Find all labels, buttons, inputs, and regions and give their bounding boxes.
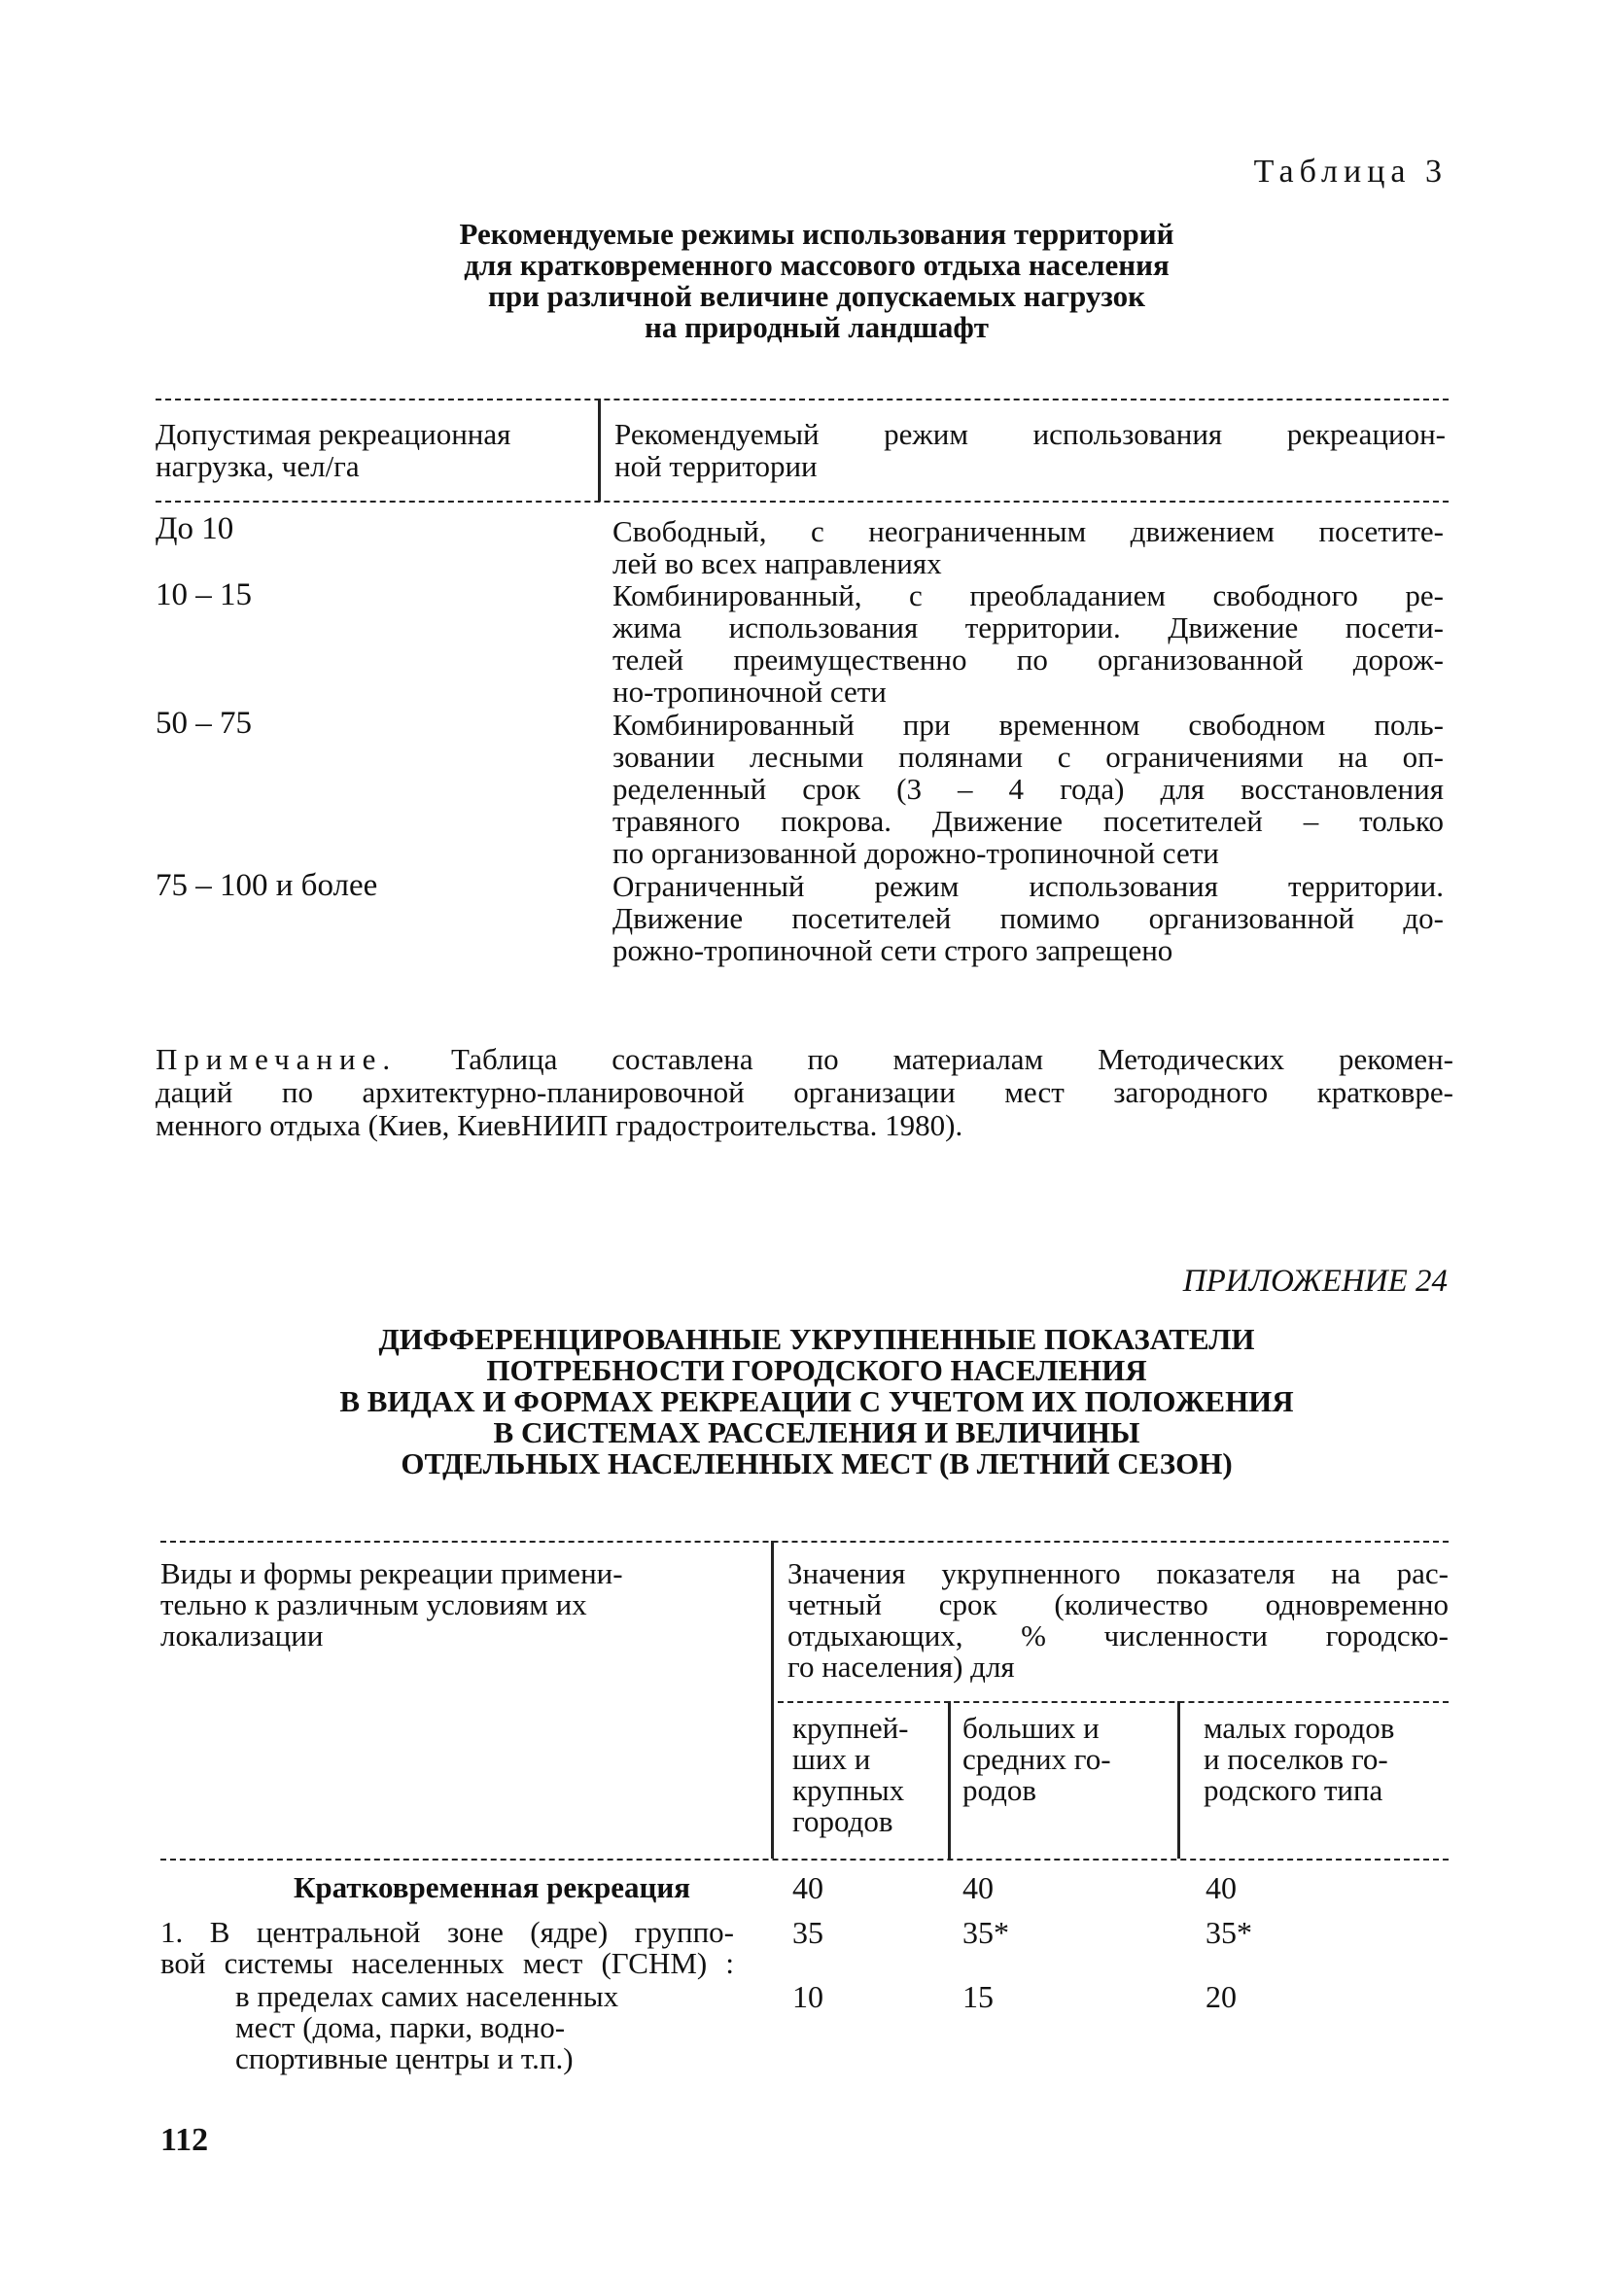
- header-line: локализации: [160, 1618, 324, 1652]
- appendix-rule-top: [160, 1541, 1449, 1543]
- header-line: крупных: [792, 1773, 905, 1807]
- header-line: Рекомендуемый режим использования рекреацион-: [614, 417, 1446, 451]
- value-cell: 20: [1206, 1979, 1237, 2014]
- table-cell-regime: [612, 709, 1444, 869]
- regime-line: лей во всех направлениях: [612, 546, 942, 580]
- regime-line: Комбинированный, с преобладанием свободного ре-: [612, 578, 1444, 612]
- row-label-line: мест (дома, парки, водно-: [235, 2010, 566, 2044]
- appendix-title-line: ДИФФЕРЕНЦИРОВАННЫЕ УКРУПНЕННЫЕ ПОКАЗАТЕЛИ: [378, 1322, 1255, 1356]
- table-label: Таблица 3: [1253, 154, 1448, 190]
- table-cell-load: До 10: [156, 511, 234, 546]
- table-note: [156, 1043, 1453, 1142]
- appendix-rule-header: [160, 1859, 1449, 1861]
- header-line: го населения) для: [787, 1650, 1015, 1684]
- regime-line: Движение посетителей помимо организованной до-: [612, 901, 1444, 935]
- header-line: отдыхающих, % численности городско-: [787, 1618, 1449, 1652]
- appendix-title-line: В СИСТЕМАХ РАССЕЛЕНИЯ И ВЕЛИЧИНЫ: [493, 1415, 1140, 1449]
- table-title-line: Рекомендуемые режимы использования территорий: [459, 217, 1174, 251]
- table-cell-regime: [612, 870, 1444, 966]
- appendix-title: [224, 1324, 1410, 1479]
- appendix-title-line: ПОТРЕБНОСТИ ГОРОДСКОГО НАСЕЛЕНИЯ: [486, 1353, 1147, 1387]
- appendix-label: ПРИЛОЖЕНИЕ 24: [1182, 1264, 1448, 1299]
- note-text: Таблица составлена по материалам Методических рекомен-: [451, 1042, 1453, 1076]
- header-line: Значения укрупненного показателя на рас-: [787, 1556, 1449, 1590]
- table-cell-load: 10 – 15: [156, 577, 252, 612]
- appendix-header-values: [787, 1558, 1449, 1683]
- row-label: [160, 1917, 734, 1979]
- regime-line: Ограниченный режим использования территории.: [612, 869, 1444, 903]
- table-cell-load: 75 – 100 и более: [156, 868, 378, 903]
- header-line: родского типа: [1204, 1773, 1383, 1807]
- header-line: крупней-: [792, 1711, 909, 1745]
- header-line: нагрузка, чел/га: [156, 449, 360, 483]
- appendix-title-line: В ВИДАХ И ФОРМАХ РЕКРЕАЦИИ С УЧЕТОМ ИХ ПОЛОЖЕНИЯ: [339, 1384, 1294, 1418]
- regime-line: но-тропиночной сети: [612, 675, 887, 709]
- row-label-line: в пределах самих населенных: [235, 1979, 619, 2013]
- table-cell-load: 50 – 75: [156, 706, 252, 741]
- header-line: средних го-: [962, 1742, 1111, 1776]
- appendix-rule-group: [778, 1701, 1449, 1703]
- regime-line: Свободный, с неограниченным движением посетите-: [612, 514, 1444, 548]
- value-cell: 35*: [962, 1915, 1009, 1950]
- header-line: и поселков го-: [1204, 1742, 1388, 1776]
- table-title: [292, 219, 1342, 343]
- appendix-column-divider: [771, 1541, 774, 1859]
- note-line: менного отдыха (Киев, КиевНИИП градостроительства. 1980).: [156, 1108, 963, 1142]
- value-cell: 40: [962, 1870, 994, 1905]
- subheader-largest-cities: [792, 1713, 909, 1837]
- row-label-line: вой системы населенных мест (ГСНМ) :: [160, 1946, 734, 1980]
- header-line: малых городов: [1204, 1711, 1395, 1745]
- table-title-line: при различной величине допускаемых нагрузок: [487, 279, 1146, 313]
- value-cell: 35: [792, 1915, 823, 1950]
- subheader-small-towns: [1204, 1713, 1394, 1806]
- regime-line: ределенный срок (3 – 4 года) для восстановления: [612, 772, 1444, 806]
- row-label: [235, 1981, 721, 2074]
- table-column-divider: [598, 399, 601, 502]
- regime-line: рожно-тропиночной сети строго запрещено: [612, 933, 1173, 967]
- header-line: ной территории: [614, 449, 818, 483]
- regime-line: Комбинированный при временном свободном поль-: [612, 708, 1444, 742]
- appendix-subcolumn-divider: [948, 1701, 951, 1859]
- note-lead: Примечание.: [156, 1042, 398, 1076]
- value-cell: 10: [792, 1979, 823, 2014]
- table-header-regime: [614, 418, 1446, 482]
- header-line: ших и: [792, 1742, 871, 1776]
- header-line: Виды и формы рекреации примени-: [160, 1556, 623, 1590]
- row-label-line: спортивные центры и т.п.): [235, 2041, 574, 2075]
- header-line: родов: [962, 1773, 1037, 1807]
- value-cell: 15: [962, 1979, 994, 2014]
- value-cell: 35*: [1206, 1915, 1252, 1950]
- table-header-load: [156, 418, 583, 482]
- header-line: городов: [792, 1804, 893, 1838]
- regime-line: по организованной дорожно-тропиночной сети: [612, 836, 1219, 870]
- section-label: Кратковременная рекреация: [293, 1870, 690, 1904]
- header-line: четный срок (количество одновременно: [787, 1587, 1449, 1621]
- regime-line: жима использования территории. Движение посети-: [612, 610, 1444, 644]
- table-cell-regime: [612, 515, 1444, 579]
- table-rule-header: [156, 501, 1449, 503]
- regime-line: травяного покрова. Движение посетителей – только: [612, 804, 1444, 838]
- header-line: Допустимая рекреационная: [156, 417, 511, 451]
- table-cell-regime: [612, 579, 1444, 708]
- regime-line: зовании лесными полянами с ограничениями на оп-: [612, 740, 1444, 774]
- appendix-title-line: ОТДЕЛЬНЫХ НАСЕЛЕННЫХ МЕСТ (В ЛЕТНИЙ СЕЗОН): [401, 1446, 1233, 1480]
- table-rule-top: [156, 399, 1449, 400]
- page-number: 112: [160, 2122, 209, 2158]
- appendix-subcolumn-divider: [1177, 1701, 1180, 1859]
- table-title-line: для кратковременного массового отдыха населения: [464, 248, 1170, 282]
- header-line: больших и: [962, 1711, 1100, 1745]
- value-cell: 40: [792, 1870, 823, 1905]
- subheader-medium-cities: [962, 1713, 1111, 1806]
- regime-line: телей преимущественно по организованной дорож-: [612, 643, 1444, 677]
- appendix-header-kinds: [160, 1558, 744, 1652]
- table-title-line: на природный ландшафт: [644, 310, 990, 344]
- note-line: даций по архитектурно-планировочной организации мест загородного кратковре-: [156, 1075, 1453, 1109]
- row-label-line: 1. В центральной зоне (ядре) группо-: [160, 1915, 734, 1949]
- header-line: тельно к различным условиям их: [160, 1587, 587, 1621]
- value-cell: 40: [1206, 1870, 1237, 1905]
